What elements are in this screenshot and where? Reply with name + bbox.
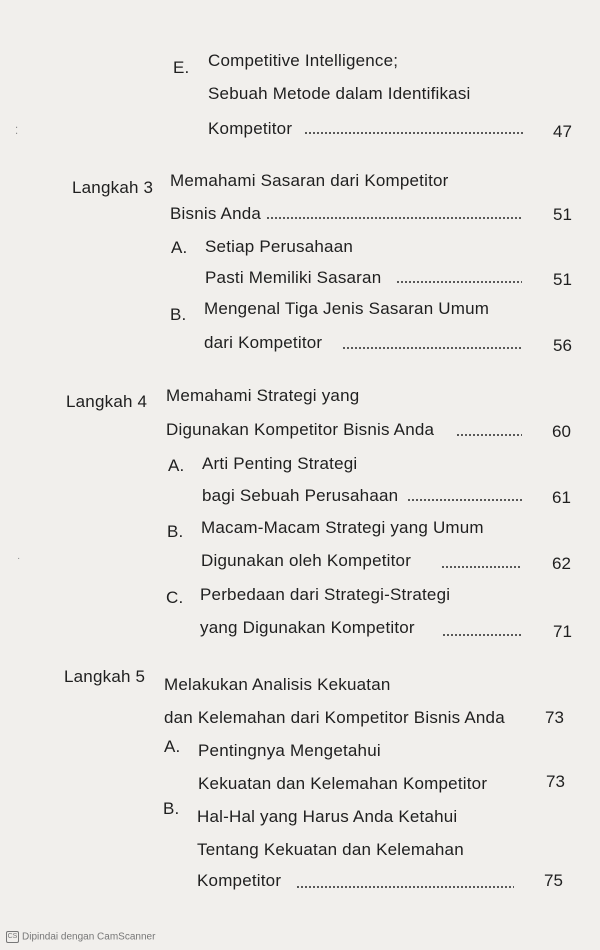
toc-line: Memahami Sasaran dari Kompetitor <box>170 171 449 190</box>
toc-line: Kompetitor <box>208 119 293 138</box>
toc-line: Competitive Intelligence; <box>208 51 399 70</box>
toc-page-number: 75 <box>544 871 563 890</box>
toc-label: A. <box>171 238 188 257</box>
toc-line: Macam-Macam Strategi yang Umum <box>201 518 484 537</box>
toc-page-number: 51 <box>553 270 572 289</box>
toc-label: B. <box>170 305 187 324</box>
toc-page-number: 73 <box>545 708 564 727</box>
scan-speck: ⁚ <box>15 126 19 137</box>
toc-line: Sebuah Metode dalam Identifikasi <box>208 84 471 103</box>
toc-label: B. <box>163 799 180 818</box>
leader-dots <box>304 132 524 134</box>
toc-line: Setiap Perusahaan <box>205 237 354 256</box>
toc-line: Pentingnya Mengetahui <box>198 741 381 760</box>
toc-page-number: 62 <box>552 554 571 573</box>
toc-line: Digunakan oleh Kompetitor <box>201 551 412 570</box>
toc-page-number: 51 <box>553 205 572 224</box>
toc-page-number: 47 <box>553 122 572 141</box>
toc-line: Melakukan Analisis Kekuatan <box>164 675 391 694</box>
toc-page-number: 71 <box>553 622 572 641</box>
toc-line: Kompetitor <box>197 871 282 890</box>
leader-dots <box>296 886 514 888</box>
toc-line: Hal-Hal yang Harus Anda Ketahui <box>197 807 458 826</box>
toc-line: Memahami Strategi yang <box>166 386 360 405</box>
camscanner-logo-icon: CS <box>6 931 19 943</box>
toc-label: A. <box>168 456 185 475</box>
toc-line: Arti Penting Strategi <box>202 454 358 473</box>
leader-dots <box>342 347 522 349</box>
toc-label: E. <box>173 58 190 77</box>
toc-line: Kekuatan dan Kelemahan Kompetitor <box>198 774 488 793</box>
scanner-footer <box>6 931 155 943</box>
toc-label: B. <box>167 522 184 541</box>
leader-dots <box>456 434 522 436</box>
toc-page-number: 61 <box>552 488 571 507</box>
scan-speck: · <box>17 553 21 564</box>
toc-line: bagi Sebuah Perusahaan <box>202 486 399 505</box>
toc-line: dan Kelemahan dari Kompetitor Bisnis Anda <box>164 708 505 727</box>
toc-label: Langkah 4 <box>66 392 148 411</box>
scanner-footer-text: Dipindai dengan CamScanner <box>22 931 156 943</box>
toc-page-number: 60 <box>552 422 571 441</box>
toc-line: Mengenal Tiga Jenis Sasaran Umum <box>204 299 490 318</box>
toc-line: Bisnis Anda <box>170 204 262 223</box>
toc-label: Langkah 5 <box>64 667 146 686</box>
toc-label: C. <box>166 588 184 607</box>
toc-line: Pasti Memiliki Sasaran <box>205 268 382 287</box>
leader-dots <box>441 566 522 568</box>
toc-page-number: 56 <box>553 336 572 355</box>
toc-line: Digunakan Kompetitor Bisnis Anda <box>166 420 435 439</box>
leader-dots <box>407 499 522 501</box>
toc-line: Tentang Kekuatan dan Kelemahan <box>197 840 464 859</box>
toc-line: yang Digunakan Kompetitor <box>200 618 415 637</box>
toc-line: dari Kompetitor <box>204 333 323 352</box>
leader-dots <box>266 217 522 219</box>
toc-line: Perbedaan dari Strategi-Strategi <box>200 585 451 604</box>
toc-page-number: 73 <box>546 772 565 791</box>
toc-label: A. <box>164 737 181 756</box>
toc-label: Langkah 3 <box>72 178 154 197</box>
leader-dots <box>396 281 522 283</box>
leader-dots <box>442 634 522 636</box>
